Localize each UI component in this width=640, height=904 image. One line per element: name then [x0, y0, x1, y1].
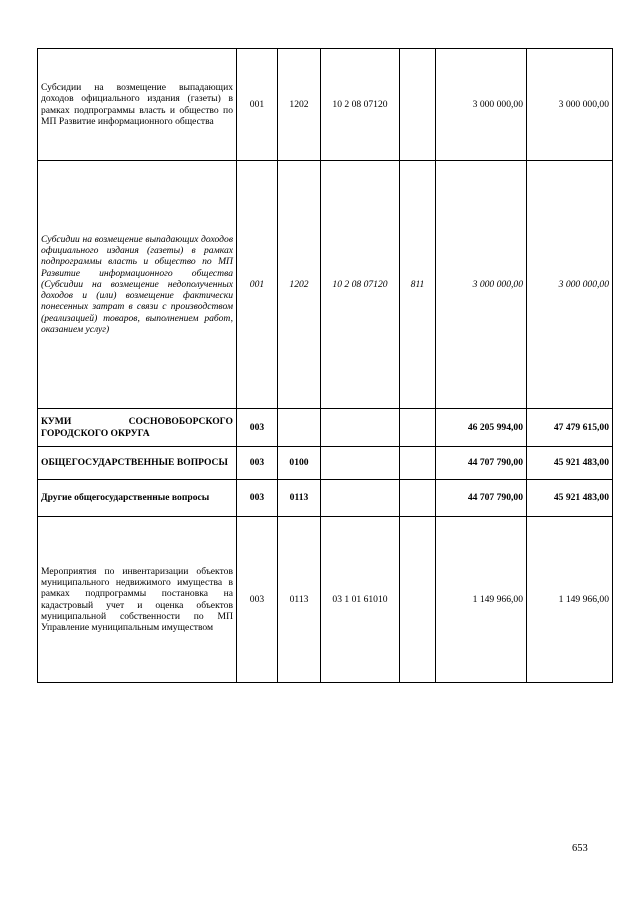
row-article-code: [321, 480, 400, 517]
row-amount-1: 3 000 000,00: [436, 161, 527, 409]
row-expense-type-code: [400, 447, 436, 480]
row-amount-1: 3 000 000,00: [436, 49, 527, 161]
row-name: Субсидии на возмещение выпадающих доходов официального издания (газеты) в рамках подпрограммы власть и общество по МП Развитие информационного общества: [38, 49, 237, 161]
row-amount-1: 1 149 966,00: [436, 517, 527, 683]
row-admin-code: 003: [237, 447, 278, 480]
row-expense-type-code: [400, 49, 436, 161]
row-amount-2: 3 000 000,00: [527, 161, 613, 409]
row-expense-type-code: 811: [400, 161, 436, 409]
row-admin-code: 001: [237, 161, 278, 409]
row-article-code: 10 2 08 07120: [321, 161, 400, 409]
row-section-code: [278, 409, 321, 447]
row-name: Субсидии на возмещение выпадающих доходов официального издания (газеты) в рамках подпрограммы власть и общество по МП Развитие информационного общества (Субсидии на возмещение недополученных доходов и (или) возмещение фактически понесенных затрат в связи с производством (реализацией) товаров, выполнением работ, оказанием услуг): [38, 161, 237, 409]
row-section-code: 1202: [278, 161, 321, 409]
row-admin-code: 003: [237, 480, 278, 517]
row-article-code: 03 1 01 61010: [321, 517, 400, 683]
row-article-code: 10 2 08 07120: [321, 49, 400, 161]
table-row: [38, 517, 613, 683]
row-section-code: 0100: [278, 447, 321, 480]
table-row: [38, 447, 613, 480]
row-amount-2: 45 921 483,00: [527, 480, 613, 517]
row-amount-1: 46 205 994,00: [436, 409, 527, 447]
row-section-code: 0113: [278, 480, 321, 517]
row-article-code: [321, 447, 400, 480]
table-row: [38, 49, 613, 161]
budget-table: [37, 48, 613, 683]
row-admin-code: 003: [237, 517, 278, 683]
row-amount-2: 1 149 966,00: [527, 517, 613, 683]
row-name: ОБЩЕГОСУДАРСТВЕННЫЕ ВОПРОСЫ: [38, 447, 237, 480]
row-amount-1: 44 707 790,00: [436, 480, 527, 517]
row-amount-1: 44 707 790,00: [436, 447, 527, 480]
row-name: Мероприятия по инвентаризации объектов муниципального недвижимого имущества в рамках подпрограммы постановка на кадастровый учет и оценка объектов муниципальной собственности по МП Управление муниципальным имуществом: [38, 517, 237, 683]
table-row: [38, 480, 613, 517]
row-expense-type-code: [400, 409, 436, 447]
page-number: 653: [572, 843, 588, 854]
row-expense-type-code: [400, 517, 436, 683]
row-section-code: 1202: [278, 49, 321, 161]
row-admin-code: 003: [237, 409, 278, 447]
row-name: Другие общегосударственные вопросы: [38, 480, 237, 517]
table-row: [38, 409, 613, 447]
row-name: КУМИ СОСНОВОБОРСКОГО ГОРОДСКОГО ОКРУГА: [38, 409, 237, 447]
row-expense-type-code: [400, 480, 436, 517]
row-amount-2: 3 000 000,00: [527, 49, 613, 161]
row-section-code: 0113: [278, 517, 321, 683]
row-amount-2: 45 921 483,00: [527, 447, 613, 480]
row-amount-2: 47 479 615,00: [527, 409, 613, 447]
table-row: [38, 161, 613, 409]
row-admin-code: 001: [237, 49, 278, 161]
row-article-code: [321, 409, 400, 447]
